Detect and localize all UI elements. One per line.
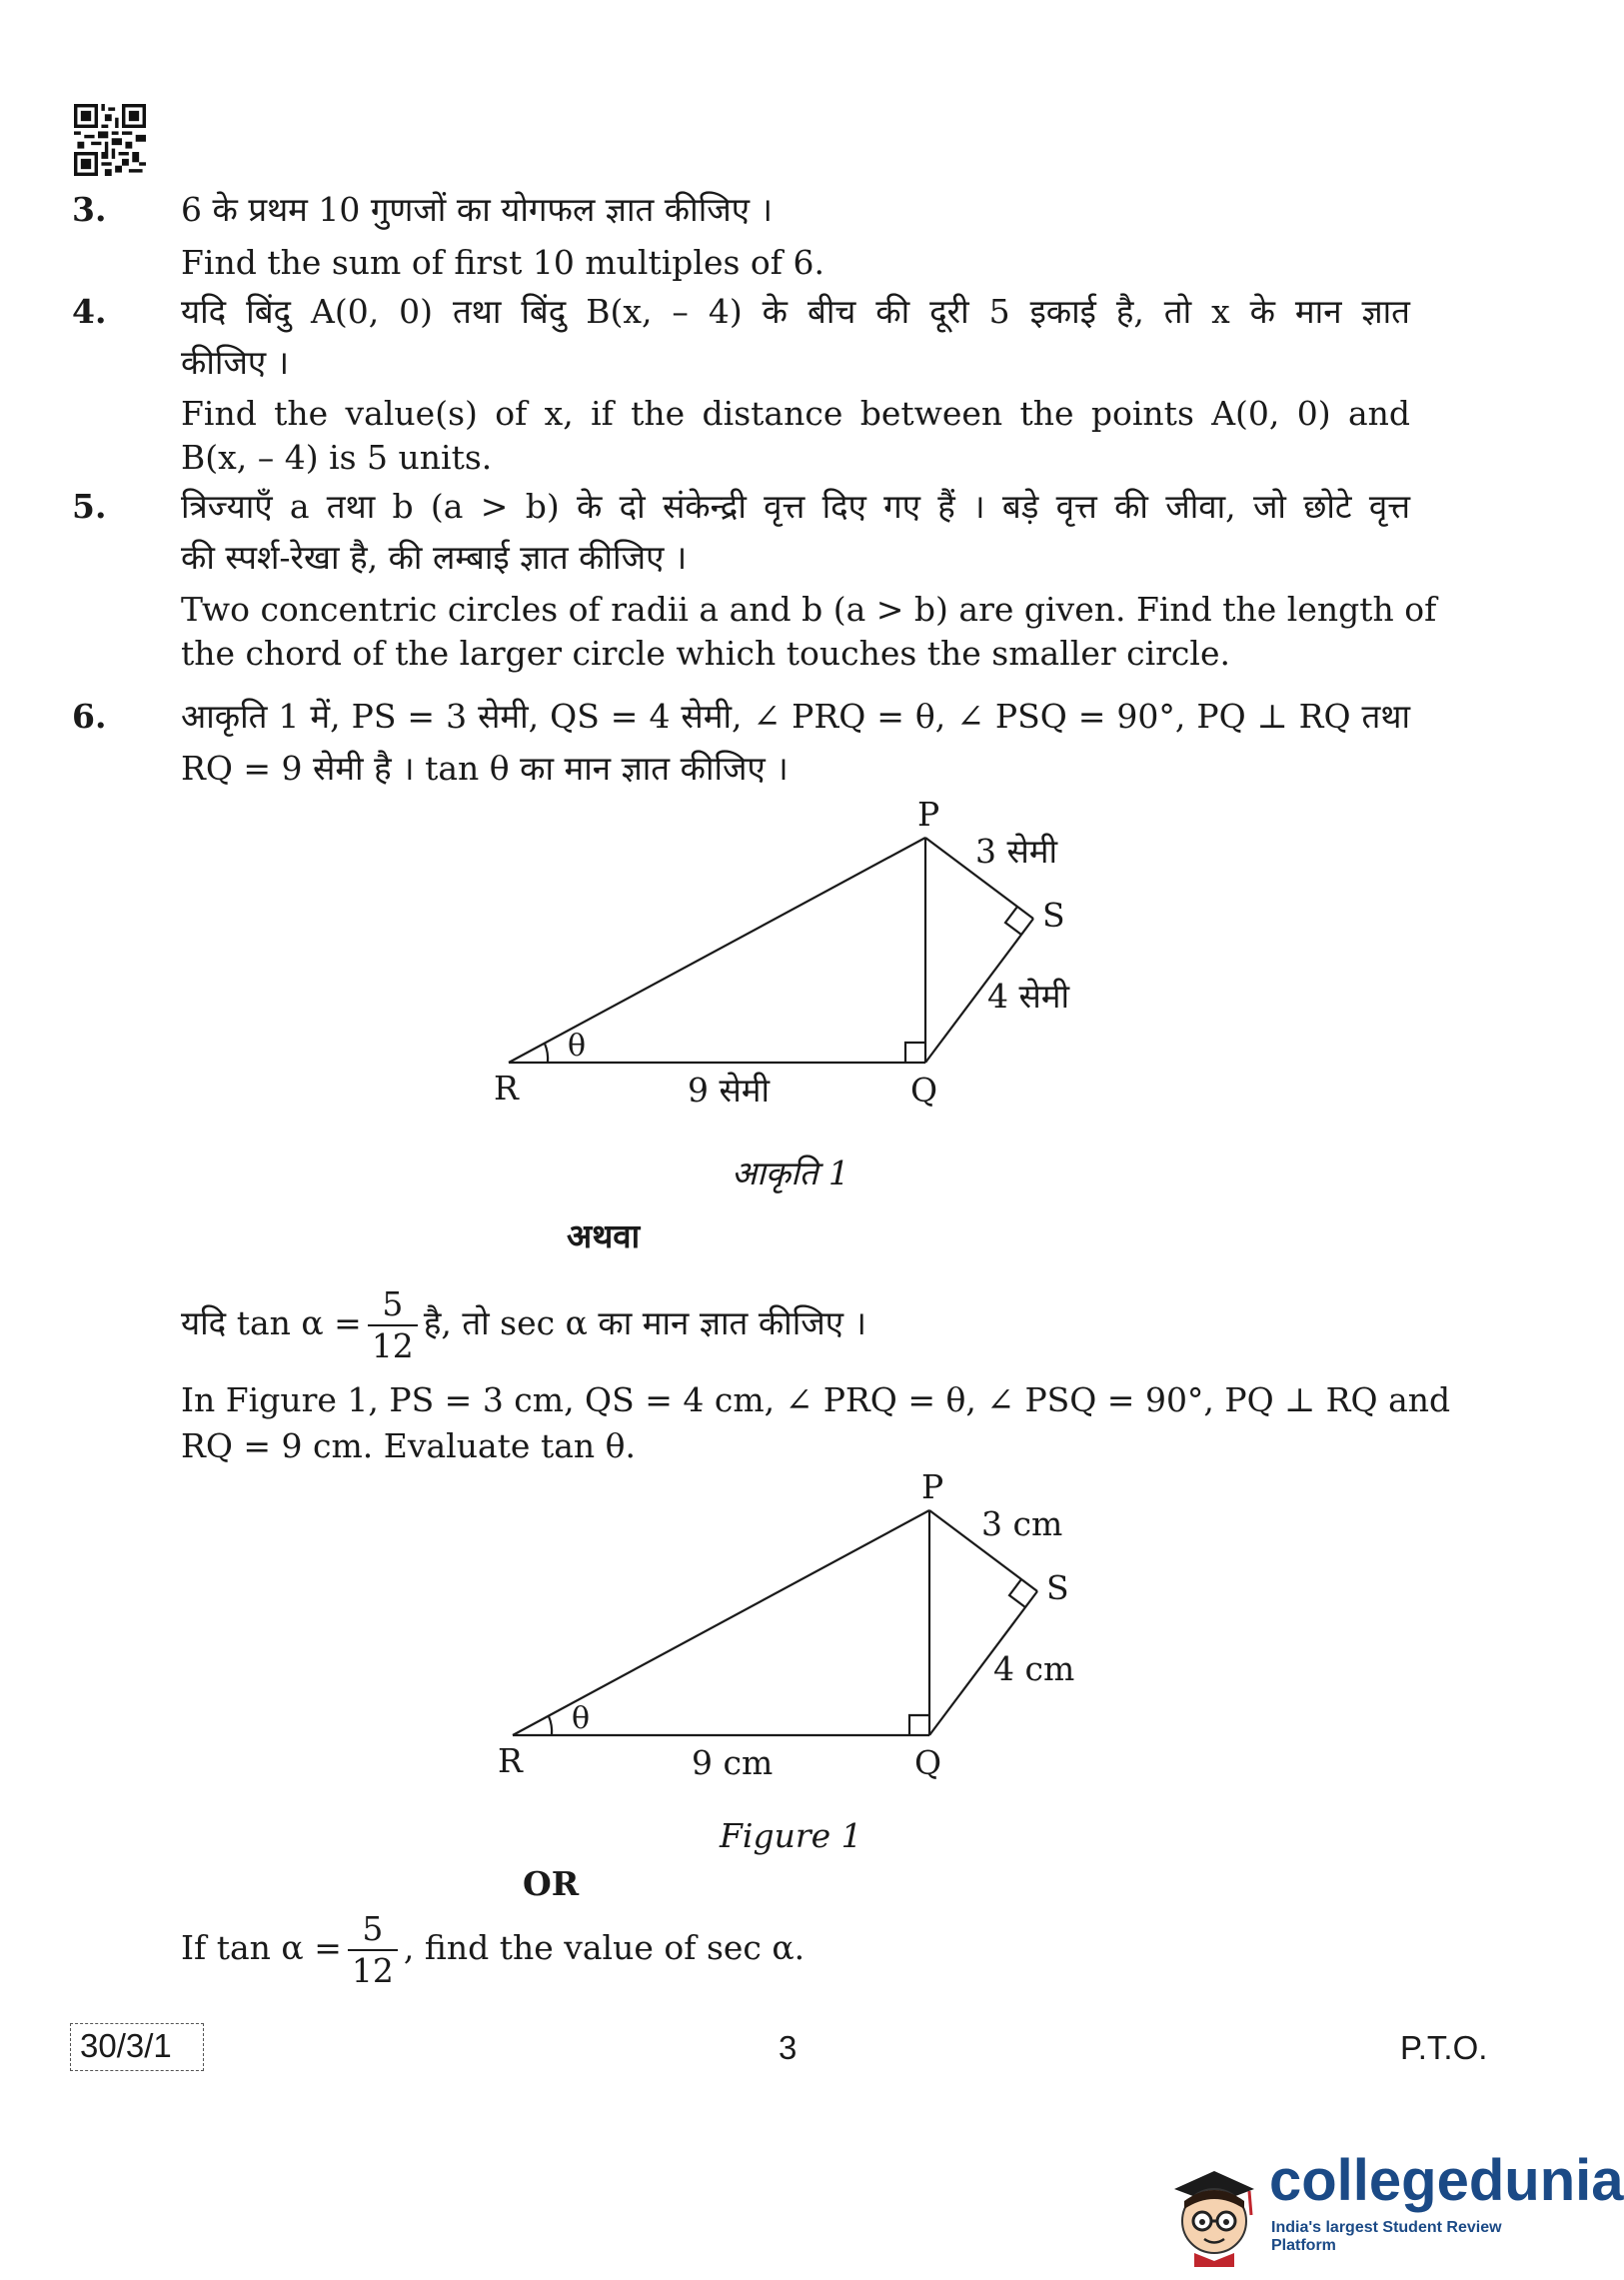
label-rq-en: 9 cm <box>692 1743 774 1782</box>
question-number-5: 5. <box>72 487 107 526</box>
fraction-denominator-en: 12 <box>351 1951 394 1990</box>
label-p-en: P <box>921 1467 944 1506</box>
page-number: 3 <box>779 2029 798 2066</box>
collegedunia-brand: collegedunia <box>1269 2148 1624 2213</box>
label-ps: 3 सेमी <box>975 832 1058 871</box>
figure-caption-hindi: आकृति 1 <box>732 1153 849 1192</box>
q3-hindi-text: 6 के प्रथम 10 गुणजों का योगफल ज्ञात कीजिए । <box>181 190 773 229</box>
question-number-3: 3. <box>72 190 107 229</box>
q6-english-line-2: RQ = 9 cm. Evaluate tan θ. <box>181 1426 636 1465</box>
paper-code: 30/3/1 <box>80 2027 172 2064</box>
label-ps-en: 3 cm <box>981 1504 1063 1543</box>
q5-hindi-line-1: त्रिज्याएँ a तथा b (a > b) के दो संकेन्द्री वृत्त दिए गए हैं । बड़े वृत्त की जीवा, जो छोटे वृत्त <box>181 487 1410 526</box>
q3-english-text: Find the sum of first 10 multiples of 6. <box>181 243 824 282</box>
label-q-en: Q <box>914 1743 942 1782</box>
right-angle-s-en <box>1009 1579 1025 1607</box>
label-s-en: S <box>1046 1568 1069 1607</box>
q6-hindi-line-1: आकृति 1 में, PS = 3 सेमी, QS = 4 सेमी, ∠ PRQ = θ, ∠ PSQ = 90°, PQ ⊥ RQ तथा <box>181 697 1410 736</box>
angle-theta-arc-en <box>549 1716 552 1735</box>
label-theta-en: θ <box>572 1701 591 1736</box>
fraction-numerator-en: 5 <box>348 1909 398 1951</box>
q6-english-line-1: In Figure 1, PS = 3 cm, QS = 4 cm, ∠ PRQ = θ, ∠ PSQ = 90°, PQ ⊥ RQ and <box>181 1380 1451 1419</box>
label-r: R <box>494 1069 519 1108</box>
figure-caption-english: Figure 1 <box>720 1816 862 1855</box>
label-p: P <box>917 795 940 834</box>
q4-english-line-2: B(x, – 4) is 5 units. <box>181 438 493 477</box>
alt-hindi-prefix: यदि tan α = <box>181 1303 362 1342</box>
question-number-6: 6. <box>72 697 107 736</box>
right-angle-q-en <box>909 1715 929 1735</box>
fraction-5-over-12-en <box>348 1909 398 1991</box>
q4-english-line-1: Find the value(s) of x, if the distance between the points A(0, 0) and <box>181 394 1410 433</box>
q6-alt-english <box>181 1909 1410 1991</box>
label-q: Q <box>910 1071 938 1110</box>
question-number-4: 4. <box>72 292 107 331</box>
label-qs: 4 सेमी <box>987 977 1070 1016</box>
collegedunia-tagline: India's largest Student Review Platform <box>1271 2219 1502 2254</box>
label-s: S <box>1042 896 1065 935</box>
q5-hindi-line-2: की स्पर्श-रेखा है, की लम्बाई ज्ञात कीजिए । <box>181 538 688 577</box>
fraction-denominator: 12 <box>371 1326 414 1365</box>
q4-hindi-line-2: कीजिए । <box>181 343 290 382</box>
or-separator-hindi: अथवा <box>567 1216 641 1255</box>
q5-english-line-1: Two concentric circles of radii a and b (a > b) are given. Find the length of <box>181 590 1437 629</box>
pto-label: P.T.O. <box>1400 2029 1488 2066</box>
label-theta: θ <box>568 1029 587 1064</box>
label-qs-en: 4 cm <box>993 1649 1075 1688</box>
label-r-en: R <box>498 1741 523 1780</box>
q6-hindi-line-2: RQ = 9 सेमी है । tan θ का मान ज्ञात कीजिए । <box>181 749 789 788</box>
alt-english-prefix: If tan α = <box>181 1928 342 1967</box>
collegedunia-mascot-icon <box>1159 2149 1269 2269</box>
or-separator-english: OR <box>523 1864 580 1903</box>
label-rq: 9 सेमी <box>688 1071 771 1110</box>
fraction-numerator: 5 <box>368 1284 418 1326</box>
alt-hindi-suffix: है, तो sec α का मान ज्ञात कीजिए । <box>423 1303 867 1342</box>
q4-hindi-line-1: यदि बिंदु A(0, 0) तथा बिंदु B(x, – 4) के बीच की दूरी 5 इकाई है, तो x के मान ज्ञात <box>181 292 1410 331</box>
q5-english-line-2: the chord of the larger circle which touches the smaller circle. <box>181 634 1230 673</box>
alt-english-suffix: , find the value of sec α. <box>403 1928 806 1967</box>
